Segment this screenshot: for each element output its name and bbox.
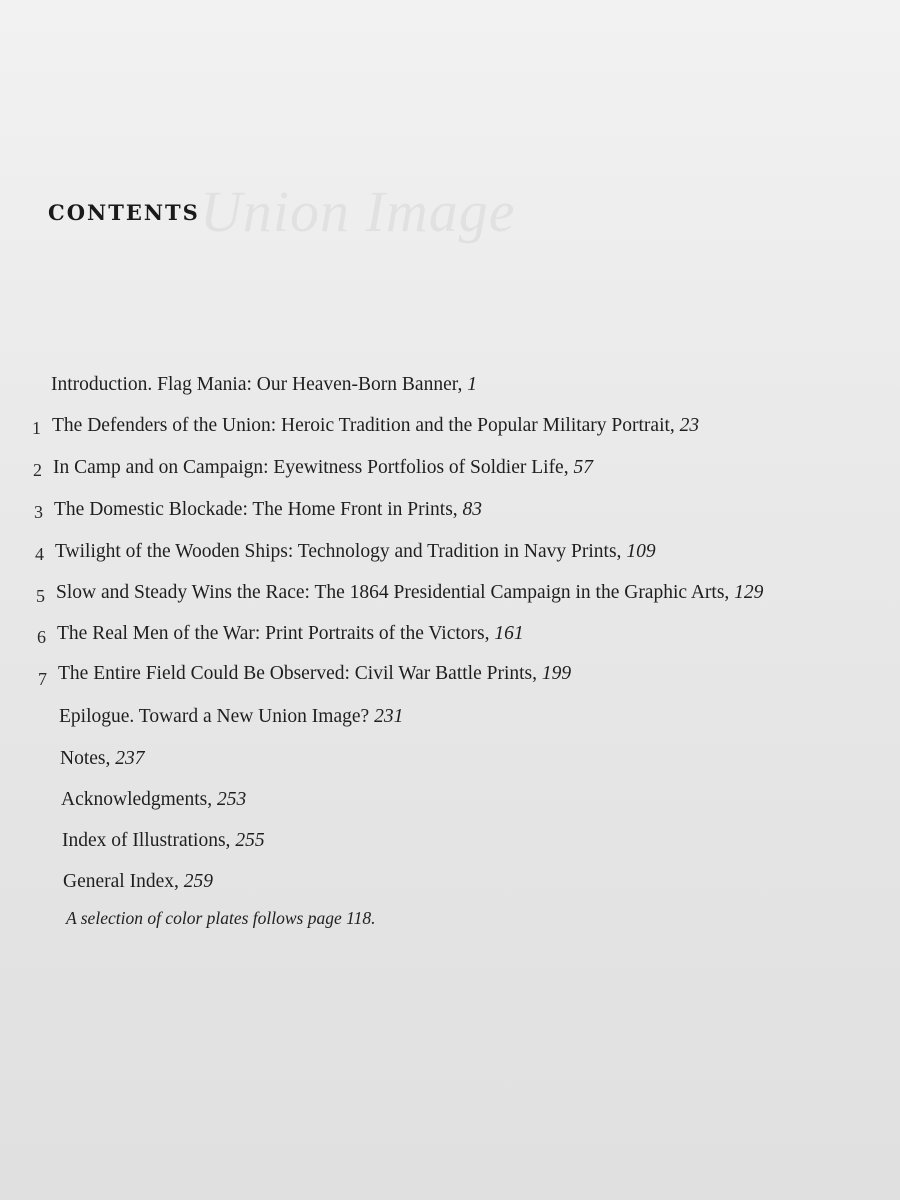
entry-title: The Real Men of the War: Print Portraits of the Victors,: [57, 623, 490, 644]
entry-title: Acknowledgments,: [61, 789, 213, 810]
chapter-number: 5: [36, 586, 45, 606]
chapter-number: 2: [33, 460, 42, 480]
entry-page: 255: [235, 830, 265, 851]
color-plates-note: A selection of color plates follows page 118.: [66, 908, 376, 928]
entry-title: Introduction. Flag Mania: Our Heaven-Born Banner,: [51, 374, 463, 395]
toc-entry: [59, 705, 403, 729]
toc-entry: [53, 456, 593, 480]
chapter-number: 6: [37, 627, 46, 647]
entry-title: The Defenders of the Union: Heroic Tradition and the Popular Military Portrait,: [52, 415, 675, 436]
toc-entry: [54, 498, 482, 522]
page-title: CONTENTS: [48, 200, 200, 225]
chapter-number: 4: [35, 544, 44, 564]
chapter-number: 1: [32, 418, 41, 438]
chapter-number: 3: [34, 502, 43, 522]
toc-entry: [61, 788, 246, 812]
entry-title: The Entire Field Could Be Observed: Civil War Battle Prints,: [58, 663, 538, 684]
toc-entry: [62, 829, 265, 853]
toc-entry: [58, 662, 571, 686]
toc-entry: [56, 581, 763, 605]
entry-page: 199: [541, 663, 572, 684]
entry-title: Epilogue. Toward a New Union Image?: [59, 706, 370, 727]
entry-page: 57: [573, 457, 593, 478]
entry-title: Notes,: [60, 748, 111, 769]
entry-page: 23: [679, 415, 700, 436]
entry-page: 231: [374, 706, 404, 727]
entry-page: 237: [115, 748, 145, 769]
entry-title: Slow and Steady Wins the Race: The 1864 Presidential Campaign in the Graphic Arts,: [56, 582, 730, 603]
entry-title: General Index,: [63, 871, 179, 892]
toc-entry: [52, 414, 699, 438]
entry-page: 109: [626, 541, 656, 562]
entry-page: 253: [216, 789, 247, 810]
show-through-text: Union Image: [200, 179, 516, 244]
toc-entry: [55, 540, 656, 564]
entry-page: 1: [467, 374, 477, 395]
toc-entry: [60, 747, 145, 771]
entry-page: 83: [462, 499, 483, 520]
entry-page: 161: [494, 623, 524, 644]
entry-title: Twilight of the Wooden Ships: Technology and Tradition in Navy Prints,: [55, 541, 622, 562]
entry-page: 259: [183, 871, 213, 892]
toc-entry: [51, 373, 477, 397]
entry-title: The Domestic Blockade: The Home Front in Prints,: [54, 499, 458, 520]
toc-entry: [57, 622, 524, 646]
entry-title: In Camp and on Campaign: Eyewitness Portfolios of Soldier Life,: [53, 457, 569, 478]
entry-page: 129: [734, 582, 764, 603]
toc-entry: [63, 870, 213, 894]
chapter-number: 7: [38, 669, 47, 689]
entry-title: Index of Illustrations,: [62, 830, 231, 851]
